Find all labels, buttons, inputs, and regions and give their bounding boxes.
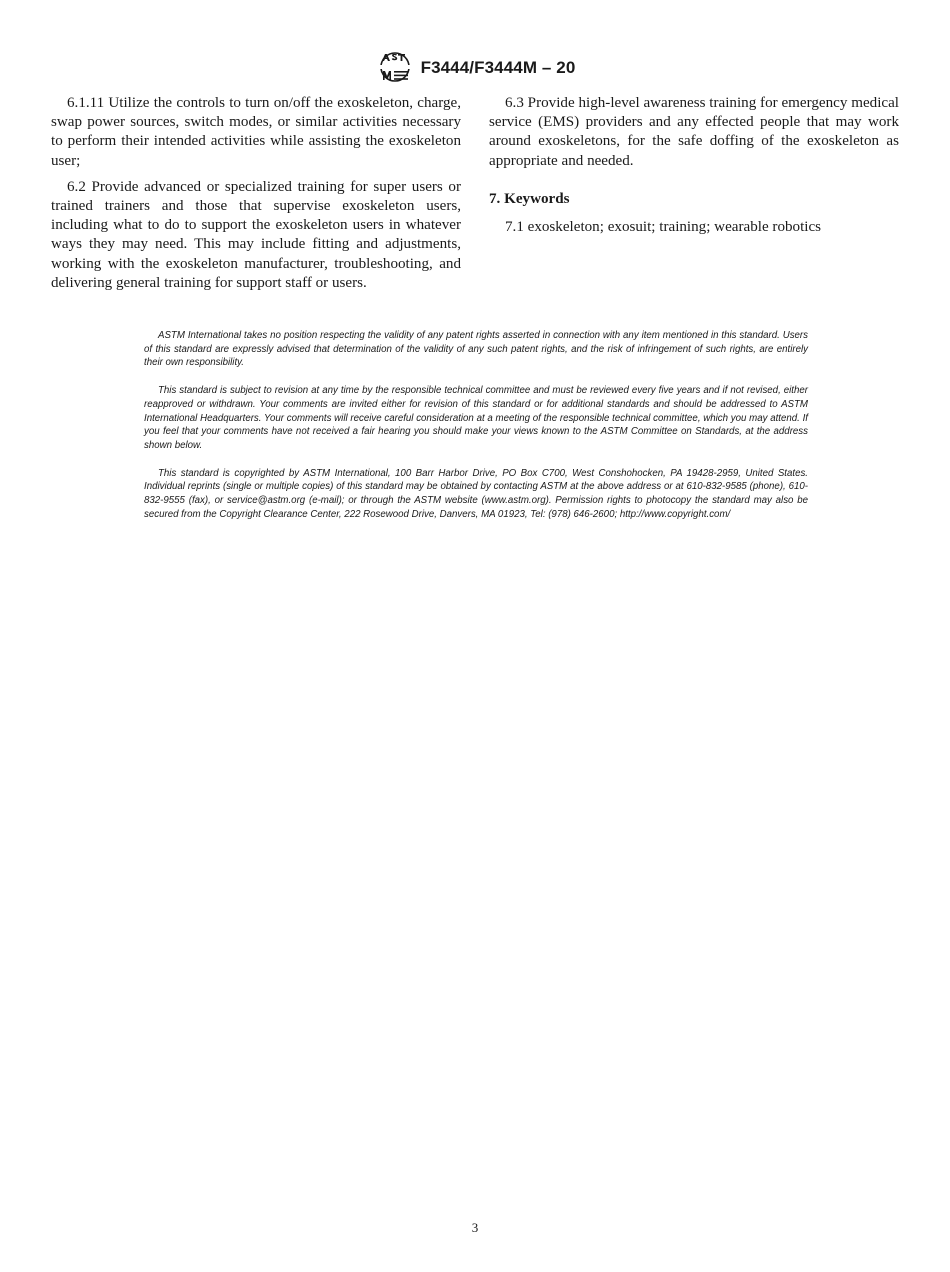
legal-notices [144,329,808,535]
section-7-heading: 7. Keywords [489,190,570,207]
revision-notice: This standard is subject to revision at any time by the responsible technical committee and must be reviewed every five years and if not revised, either reapproved or withdrawn. Your comments are invited either for revision of this standard or for additional standards and should be addressed to ASTM International Headquarters. Your comments will receive careful consideration at a meeting of the responsible technical committee, which you may attend. If you feel that your comments have not received a fair hearing you should make your views known to the ASTM Committee on Standards, at the address shown below. [144,385,808,451]
patent-notice: ASTM International takes no position respecting the validity of any patent rights asserted in connection with any item mentioned in this standard. Users of this standard are expressly advised that determination of the validity of any such patent rights, and the risk of infringement of such rights, are entirely their own responsibility. [144,330,808,369]
right-column [489,94,899,244]
paragraph-6-1-11: 6.1.11 Utilize the controls to turn on/off the exoskeleton, charge, swap power sources, switch modes, or similar activities necessary to perform their intended activities while assisting the exoskeleton user; [51,95,461,169]
left-column [51,94,461,300]
paragraph-6-2: 6.2 Provide advanced or specialized training for super users or trained trainers and those that supervise exoskeleton users, including what to do to support the exoskeleton users in whatever ways they may need. This may include fitting and adjustments, working with the exoskeleton manufacturer, troubleshooting, and delivering general training for support staff or users. [51,178,461,291]
copyright-notice: This standard is copyrighted by ASTM International, 100 Barr Harbor Drive, PO Box C700, West Conshohocken, PA 19428-2959, United States. Individual reprints (single or multiple copies) of this standard may be obtained by contacting ASTM at the above address or at 610-832-9585 (phone), 610-832-9555 (fax), or service@astm.org (e-mail); or through the ASTM website (www.astm.org). Permission rights to photocopy the standard may also be secured from the Copyright Clearance Center, 222 Rosewood Drive, Danvers, MA 01923, Tel: (978) 646-2600; http://www.copyright.com/ [144,467,808,520]
astm-logo-icon [375,50,415,84]
page-header [0,50,950,84]
paragraph-6-3: 6.3 Provide high-level awareness training for emergency medical service (EMS) providers and any effected people that may work around exoskeletons, for the safe doffing of the exoskeleton as appropriate and needed. [489,95,899,169]
page-number: 3 [471,1220,479,1235]
standard-designation: F3444/F3444M – 20 [420,58,576,77]
paragraph-7-1: 7.1 exoskeleton; exosuit; training; wearable robotics [505,218,822,235]
